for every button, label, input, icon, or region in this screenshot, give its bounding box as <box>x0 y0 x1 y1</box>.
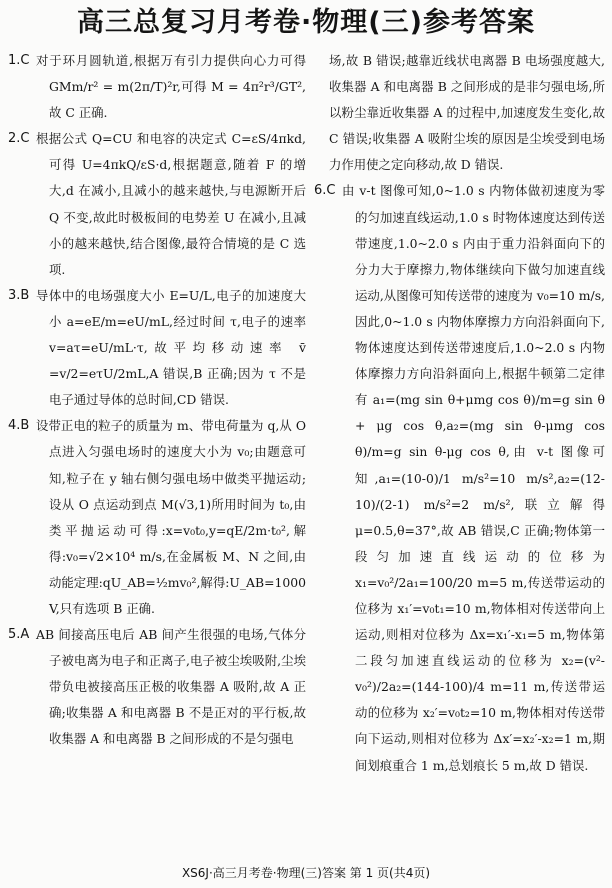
answer-explanation: 对于环月圆轨道,根据万有引力提供向心力可得 GMm/r² = m(2π/T)²r,可得 M = 4π²r³/GT²,故 C 正确. <box>36 53 306 121</box>
right-column <box>314 48 605 779</box>
answer-item-3 <box>8 283 306 413</box>
answer-explanation: 根据公式 Q=CU 和电容的决定式 C=εS/4πkd,可得 U=4πkQ/εS·d,根据题意,随着 F 的增大,d 在减小,且减小的越来越快,与电源断开后 Q 不变,故此时极板间的电势差 U 在减小,且减小的越来越快,结合图像,最符合情境的是 C 选项. <box>36 131 306 277</box>
answer-explanation: AB 间接高压电后 AB 间产生很强的电场,气体分子被电离为电子和正离子,电子被尘埃吸附,尘埃带负电被接高压正极的收集器 A 吸附,故 A 正确;收集器 A 和电离器 B 不是正对的平行板,故收集器 A 和电离器 B 之间形成的不是匀强电 <box>36 627 306 747</box>
answer-number: 3.B <box>8 287 30 303</box>
page-title: 高三总复习月考卷·物理(三)参考答案 <box>77 7 535 38</box>
answer-item-6 <box>314 178 605 778</box>
answer-number: 4.B <box>8 418 30 434</box>
answer-number: 1.C <box>8 53 30 68</box>
left-column <box>8 48 306 753</box>
answer-5-continued: 场,故 B 错误;越靠近线状电离器 B 电场强度越大,收集器 A 和电离器 B 之间形成的是非匀强电场,所以粉尘靠近收集器 A 的过程中,加速度发生变化,故 C 错误;收集器 A 吸附尘埃的原因是尘埃受到电场力作用使之定向移动,故 D 错误. <box>329 53 605 173</box>
answer-explanation: 设带正电的粒子的质量为 m、带电荷量为 q,从 O 点进入匀强电场时的速度大小为 v₀;由题意可知,粒子在 y 轴右侧匀强电场中做类平抛运动;设从 O 点运动到点 M(√3,1)所用时间为 t₀,由类平抛运动可得:x=v₀t₀,y=qE/2m·t₀²,解得:v₀=√2×10⁴ m/s,在金属板 M、N 之间,由动能定理:qU_AB=½mv₀²,解得:U_AB=1000 V,只有选项 B 正确. <box>36 418 306 616</box>
answer-number: 5.A <box>8 627 30 643</box>
answer-number: 6.C <box>314 183 336 199</box>
answer-item-5 <box>8 622 306 752</box>
answer-explanation: 由 v-t 图像可知,0~1.0 s 内物体做初速度为零的匀加速直线运动,1.0 s 时物体速度达到传送带速度,1.0~2.0 s 内由于重力沿斜面向下的分力大于摩擦力,物体继续向下做匀加速直线运动,从图像可知传送带的速度为 v₀=10 m/s,因此,0~1.0 s 内物体摩擦力方向沿斜面向下,物体速度达到传送带速度后,1.0~2.0 s 内物体摩擦力方向沿斜面向上,根据牛顿第二定律有 a₁=(mg sin θ+μmg cos θ)/m=g sin θ + μg cos θ,a₂=(mg sin θ-μmg cos θ)/m=g sin θ-μg cos θ,由 v-t 图像可知,a₁=(10-0)/1 m/s²=10 m/s²,a₂=(12-10)/(2-1) m/s²=2 m/s²,联立解得 μ=0.5,θ=37°,故 AB 错误,C 正确;物体第一段匀加速直线运动的位移为 x₁=v₀²/2a₁=100/20 m=5 m,传送带运动的位移为 x₁′=v₀t₁=10 m,物体相对传送带向上运动,则相对位移为 Δx=x₁′-x₁=5 m,物体第二段匀加速直线运动的位移为 x₂=(v²-v₀²)/2a₂=(144-100)/4 m=11 m,传送带运动的位移为 x₂′=v₀t₂=10 m,物体相对传送带向下运动,则相对位移为 Δx′=x₂′-x₂=1 m,期间划痕重合 1 m,总划痕长 5 m,故 D 错误. <box>342 183 605 773</box>
answer-number: 2.C <box>8 131 30 147</box>
answer-explanation: 导体中的电场强度大小 E=U/L,电子的加速度大小 a=eE/m=eU/mL,经过时间 τ,电子的速率 v=aτ=eU/mL·τ,故平均移动速率 v̄ =v/2=eτU/2mL,A 错误,B 正确;因为 τ 不是电子通过导体的总时间,CD 错误. <box>36 287 306 408</box>
answer-item-1 <box>8 48 306 126</box>
page-footer: XS6J·高三月考卷·物理(三)答案 第 1 页(共4页) <box>181 866 431 880</box>
answer-item-2 <box>8 126 306 283</box>
answer-item-4 <box>8 413 306 622</box>
